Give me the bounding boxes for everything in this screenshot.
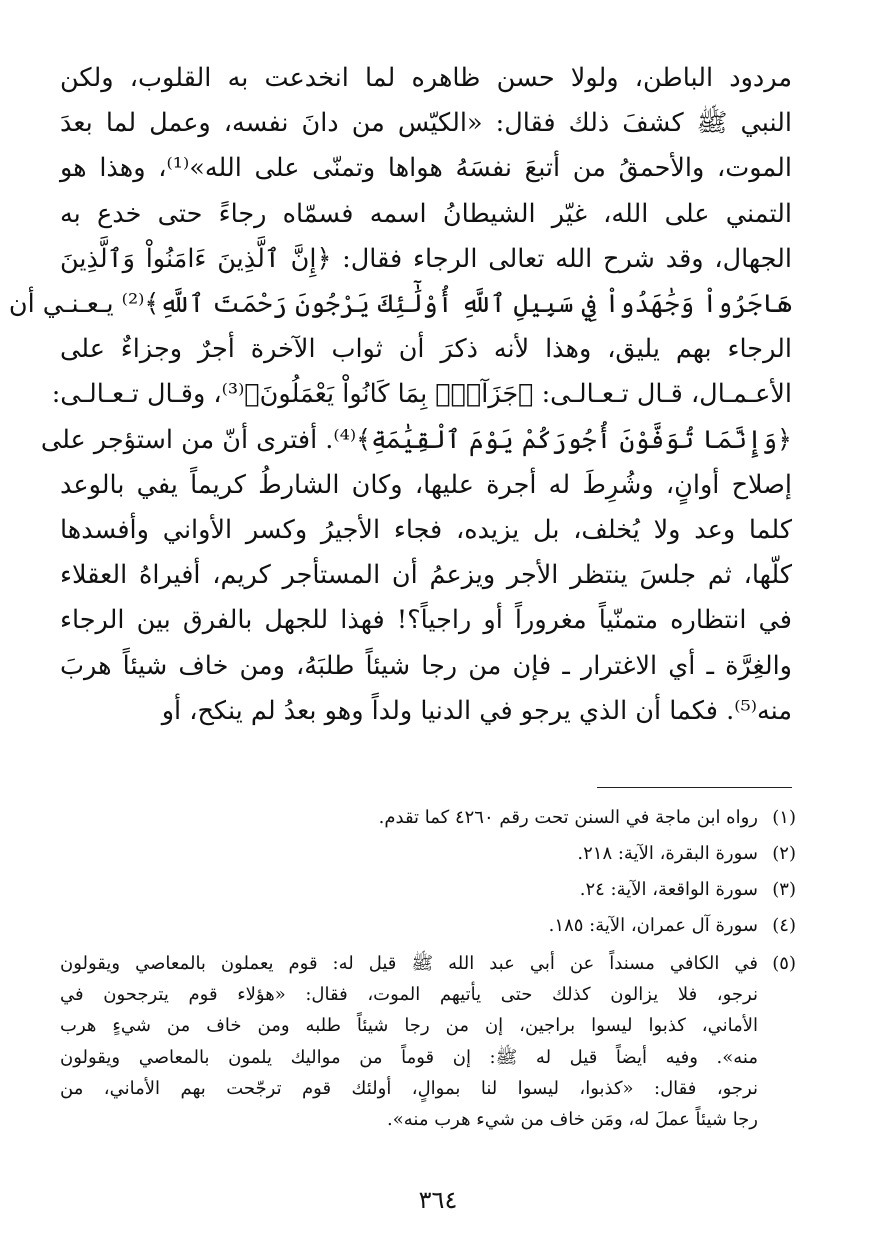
footnote-3	[60, 872, 796, 908]
text-line: ﴿وَإِنَّمَا تُوَفَّوْنَ أُجُورَكُمْ يَوْمَ ٱلْقِيَٰمَةِ﴾⁽⁴⁾. أفترى أنّ من استؤجر على	[40, 424, 792, 455]
footnote-divider	[597, 787, 792, 788]
footnote-text	[60, 948, 758, 1135]
footnote-text: سورة آل عمران، الآية: ١٨٥.	[548, 915, 758, 936]
text-line: إصلاح أوانٍ، وشُرِطَ له أجرة عليها، وكان الشارطُ كريماً يفي بالوعد	[60, 469, 792, 500]
footnote-number: (٤)	[772, 915, 796, 936]
text-line: كلّها، ثم جلسَ ينتظر الأجر ويزعمُ أن المستأجر كريم، أفيراهُ العقلاء	[60, 560, 792, 591]
footnote-number: (٥)	[772, 953, 796, 974]
main-text	[8, 56, 792, 734]
footnote-number: (١)	[772, 807, 796, 828]
text-line: النبي ﷺ كشفَ ذلك فقال: «الكيّس من دانَ نفسه، وعمل لما بعدَ	[60, 108, 792, 139]
footnote-text: سورة البقرة، الآية: ٢١٨.	[577, 843, 758, 864]
text-line: الجهال، وقد شرح الله تعالى الرجاء فقال: ﴿إِنَّ ٱلَّذِينَ ءَامَنُواْ وَٱلَّذِينَ	[60, 243, 792, 274]
footnote-2	[60, 836, 796, 872]
page-number: ٣٦٤	[418, 1186, 458, 1214]
footnote-5	[60, 948, 796, 1135]
text-line: في انتظاره متمنّياً مغروراً أو راجياً؟! فهذا للجهل بالفرق بين الرجاء	[60, 605, 792, 636]
text-line: الأعـمـال، قـال تـعـالـى: ﴿جَزَآءَۢ بِمَا كَانُواْ يَعْمَلُونَ﴾⁽³⁾، وقـال تـعـالـى:	[51, 379, 792, 410]
text-line: الرجاء بهم يليق، وهذا لأنه ذكرَ أن ثواب الآخرة أجرٌ وجزاءٌ على	[60, 334, 792, 365]
footnotes	[60, 800, 796, 1135]
text-line: كلما وعد ولا يُخلف، بل يزيده، فجاء الأجيرُ وكسر الأواني وأفسدها	[60, 515, 792, 546]
footnote-line: نرجو، فقال: «كذبوا، ليسوا لنا بموالٍ، أولئك قوم ترجّحت بهم الأماني، من	[60, 1077, 758, 1099]
footnote-number: (٣)	[772, 879, 796, 900]
footnote-line: نرجو، فلا يزالون كذلك حتى يأتيهم الموت، فقال: «هؤلاء قوم يترجحون في	[60, 984, 758, 1006]
text-line: منه⁽⁵⁾. فكما أن الذي يرجو في الدنيا ولداً وهو بعدُ لم ينكح، أو	[161, 695, 792, 726]
footnote-line: منه». وفيه أيضاً قيل له ﷺ: إن قوماً من مواليك يلمون بالمعاصي ويقولون	[60, 1046, 758, 1068]
text-line: الموت، والأحمقُ من أتبعَ نفسَهُ هواها وتمنّى على الله»⁽¹⁾، وهذا هو	[60, 153, 792, 184]
footnote-line: الأماني، كذبوا ليسوا براجين، إن من رجا شيئاً طلبه ومن خاف من شيءٍ هرب	[60, 1015, 758, 1037]
text-line: هَاجَرُواْ وَجَٰهَدُواْ فِي سَبِيلِ ٱللَّهِ أُوْلَٰٓئِكَ يَرْجُونَ رَحْمَتَ ٱللَّهِ﴾⁽²⁾ يـعـنـي أن	[8, 289, 792, 320]
text-line: التمني على الله، غيّر الشيطانُ اسمه فسمّاه رجاءً حتى خدع به	[60, 198, 792, 229]
footnote-line: رجا شيئاً عملَ له، ومَن خاف من شيء هرب منه».	[387, 1109, 758, 1131]
footnote-number: (٢)	[772, 843, 796, 864]
text-line: والغِرَّة ـ أي الاغترار ـ فإن من رجا شيئاً طلبَهُ، ومن خاف شيئاً هربَ	[60, 650, 792, 681]
footnote-4	[60, 908, 796, 944]
footnote-1	[60, 800, 796, 836]
footnote-line: في الكافي مسنداً عن أبي عبد الله ﷺ قيل له: قوم يعملون بالمعاصي ويقولون	[60, 953, 758, 974]
text-line: مردود الباطن، ولولا حسن ظاهره لما انخدعت به القلوب، ولكن	[60, 63, 792, 93]
footnote-text: سورة الواقعة، الآية: ٢٤.	[579, 879, 758, 900]
footnote-text: رواه ابن ماجة في السنن تحت رقم ٤٢٦٠ كما تقدم.	[378, 807, 758, 828]
